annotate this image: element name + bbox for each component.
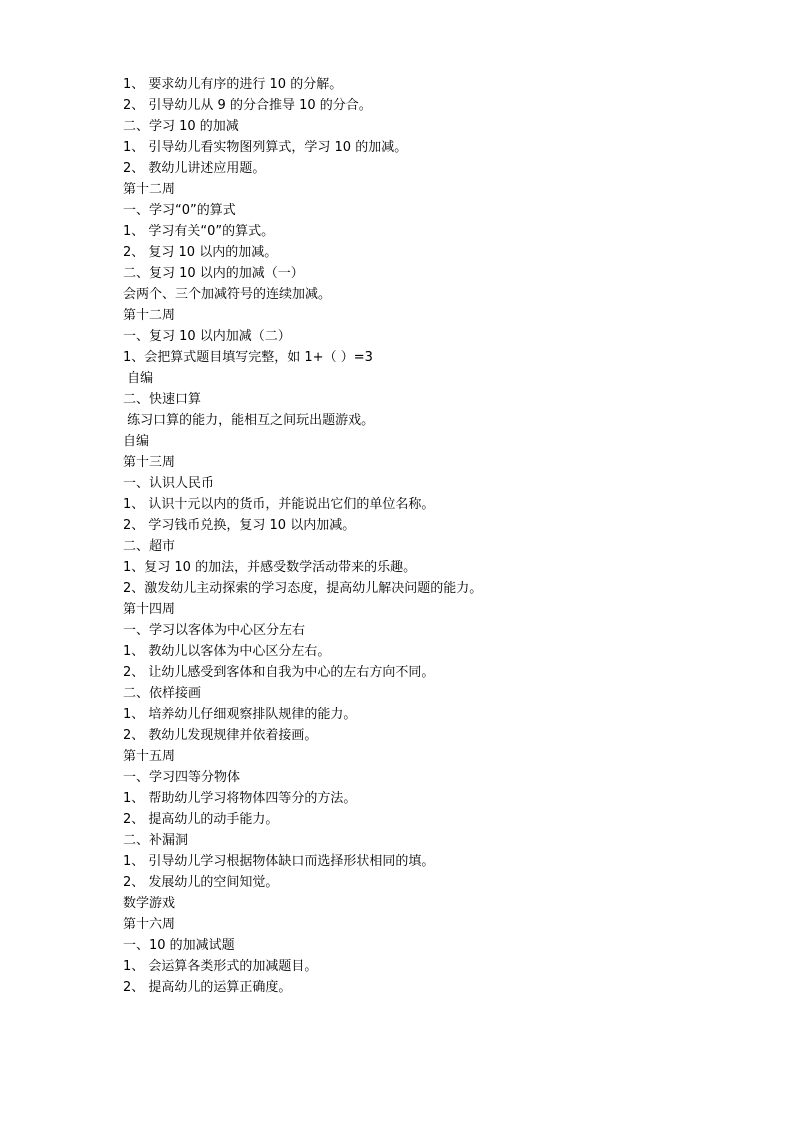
text-line: 2、 复习 10 以内的加减。 bbox=[123, 245, 278, 260]
text-line: 练习口算的能力，能相互之间玩出题游戏。 bbox=[123, 413, 375, 428]
text-line: 1、 认识十元以内的货币，并能说出它们的单位名称。 bbox=[123, 497, 435, 512]
text-line: 1、 引导幼儿看实物图列算式，学习 10 的加减。 bbox=[123, 140, 408, 155]
text-line: 二、快速口算 bbox=[123, 392, 202, 407]
text-line: 第十四周 bbox=[123, 602, 176, 617]
text-line: 1、 要求幼儿有序的进行 10 的分解。 bbox=[123, 77, 343, 92]
text-line: 2、 让幼儿感受到客体和自我为中心的左右方向不同。 bbox=[123, 665, 435, 680]
text-line: 1、会把算式题目填写完整，如 1+（ ）=3 bbox=[123, 350, 373, 365]
text-line: 自编 bbox=[123, 371, 154, 386]
text-line: 2、 教幼儿讲述应用题。 bbox=[123, 161, 266, 176]
text-line: 1、 会运算各类形式的加减题目。 bbox=[123, 959, 318, 974]
text-line: 第十三周 bbox=[123, 455, 176, 470]
text-line: 第十二周 bbox=[123, 182, 176, 197]
text-line: 二、复习 10 以内的加减（一） bbox=[123, 266, 304, 281]
text-line: 1、复习 10 的加法，并感受数学活动带来的乐趣。 bbox=[123, 560, 417, 575]
text-line: 1、 引导幼儿学习根据物体缺口而选择形状相同的填。 bbox=[123, 854, 435, 869]
text-line: 一、10 的加减试题 bbox=[123, 938, 235, 953]
text-line: 2、 引导幼儿从 9 的分合推导 10 的分合。 bbox=[123, 98, 372, 113]
text-line: 2、 教幼儿发现规律并依着接画。 bbox=[123, 728, 318, 743]
text-line: 会两个、三个加减符号的连续加减。 bbox=[123, 287, 332, 302]
text-line: 第十二周 bbox=[123, 308, 176, 323]
text-line: 1、 帮助幼儿学习将物体四等分的方法。 bbox=[123, 791, 357, 806]
text-line: 二、超市 bbox=[123, 539, 176, 554]
text-line: 1、 教幼儿以客体为中心区分左右。 bbox=[123, 644, 331, 659]
text-line: 第十六周 bbox=[123, 917, 176, 932]
text-line: 2、 提高幼儿的动手能力。 bbox=[123, 812, 279, 827]
text-line: 数学游戏 bbox=[123, 896, 176, 911]
text-line: 一、认识人民币 bbox=[123, 476, 215, 491]
text-line: 2、 学习钱币兑换，复习 10 以内加减。 bbox=[123, 518, 356, 533]
text-line: 二、依样接画 bbox=[123, 686, 202, 701]
text-line: 二、学习 10 的加减 bbox=[123, 119, 239, 134]
text-line: 2、激发幼儿主动探索的学习态度，提高幼儿解决问题的能力。 bbox=[123, 581, 483, 596]
text-line: 2、 发展幼儿的空间知觉。 bbox=[123, 875, 279, 890]
text-line: 2、 提高幼儿的运算正确度。 bbox=[123, 980, 292, 995]
text-line: 二、补漏洞 bbox=[123, 833, 189, 848]
text-line: 一、学习以客体为中心区分左右 bbox=[123, 623, 306, 638]
document-body bbox=[123, 74, 723, 998]
text-line: 一、学习四等分物体 bbox=[123, 770, 241, 785]
text-line: 1、 培养幼儿仔细观察排队规律的能力。 bbox=[123, 707, 357, 722]
text-line: 一、学习“0”的算式 bbox=[123, 203, 236, 218]
text-line: 一、复习 10 以内加减（二） bbox=[123, 329, 291, 344]
text-line: 自编 bbox=[123, 434, 150, 449]
text-line: 1、 学习有关“0”的算式。 bbox=[123, 224, 275, 239]
text-line: 第十五周 bbox=[123, 749, 176, 764]
